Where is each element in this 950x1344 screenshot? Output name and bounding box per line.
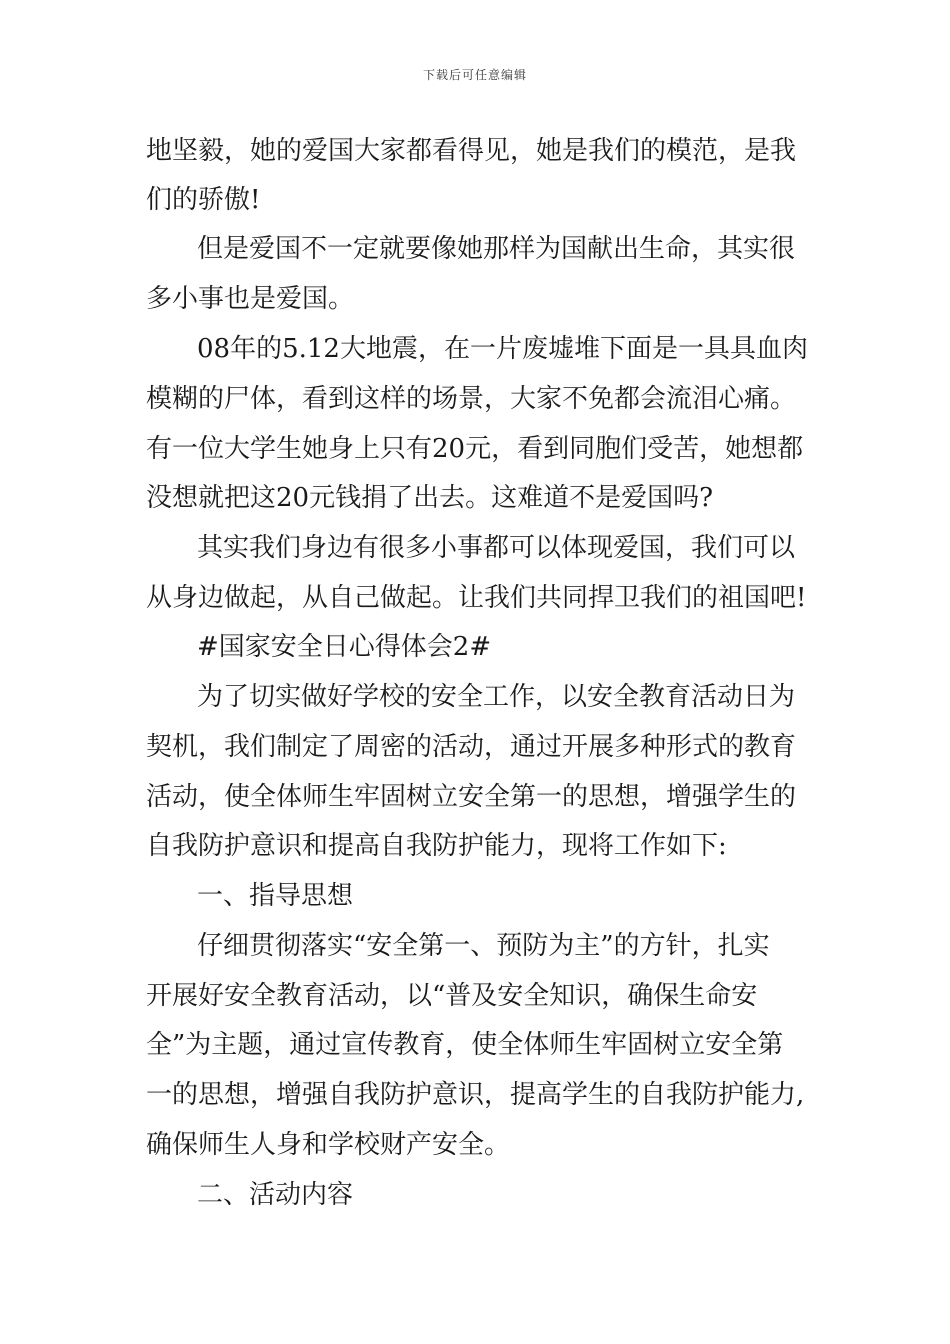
text-line: 开展好安全教育活动，以“普及安全知识，确保生命安 bbox=[146, 981, 758, 1011]
text-line: 们的骄傲! bbox=[146, 185, 261, 215]
text-line: 模糊的尸体，看到这样的场景，大家不免都会流泪心痛。 bbox=[146, 384, 797, 414]
text-line: 但是爱国不一定就要像她那样为国献出生命，其实很 bbox=[197, 234, 796, 264]
text-line: 08年的5.12大地震，在一片废墟堆下面是一具具血肉 bbox=[197, 334, 808, 364]
text-line: 自我防护意识和提高自我防护能力，现将工作如下: bbox=[146, 831, 727, 861]
text-line: 为了切实做好学校的安全工作，以安全教育活动日为 bbox=[197, 682, 796, 712]
section-heading: 一、指导思想 bbox=[197, 881, 354, 911]
text-line: 仔细贯彻落实“安全第一、预防为主”的方针，扎实 bbox=[197, 931, 770, 961]
text-line: 从身边做起，从自己做起。让我们共同捍卫我们的祖国吧! bbox=[146, 583, 807, 613]
header-note: 下载后可任意编辑 bbox=[422, 68, 527, 82]
text-line: 全”为主题，通过宣传教育，使全体师生牢固树立安全第 bbox=[146, 1030, 784, 1060]
text-line: 多小事也是爱国。 bbox=[146, 284, 355, 314]
text-line: 确保师生人身和学校财产安全。 bbox=[146, 1130, 511, 1160]
section-heading: 二、活动内容 bbox=[197, 1180, 354, 1210]
text-line: 地坚毅，她的爱国大家都看得见，她是我们的模范，是我 bbox=[146, 136, 797, 166]
text-line: 没想就把这20元钱捐了出去。这难道不是爱国吗? bbox=[146, 483, 714, 513]
text-line: 有一位大学生她身上只有20元，看到同胞们受苦，她想都 bbox=[146, 434, 804, 464]
text-line: 契机，我们制定了周密的活动，通过开展多种形式的教育 bbox=[146, 732, 797, 762]
section-marker: #国家安全日心得体会2# bbox=[197, 632, 492, 662]
text-line: 其实我们身边有很多小事都可以体现爱国，我们可以 bbox=[197, 533, 796, 563]
text-line: 一的思想，增强自我防护意识，提高学生的自我防护能力, bbox=[146, 1080, 805, 1110]
text-line: 活动，使全体师生牢固树立安全第一的思想，增强学生的 bbox=[146, 782, 797, 812]
